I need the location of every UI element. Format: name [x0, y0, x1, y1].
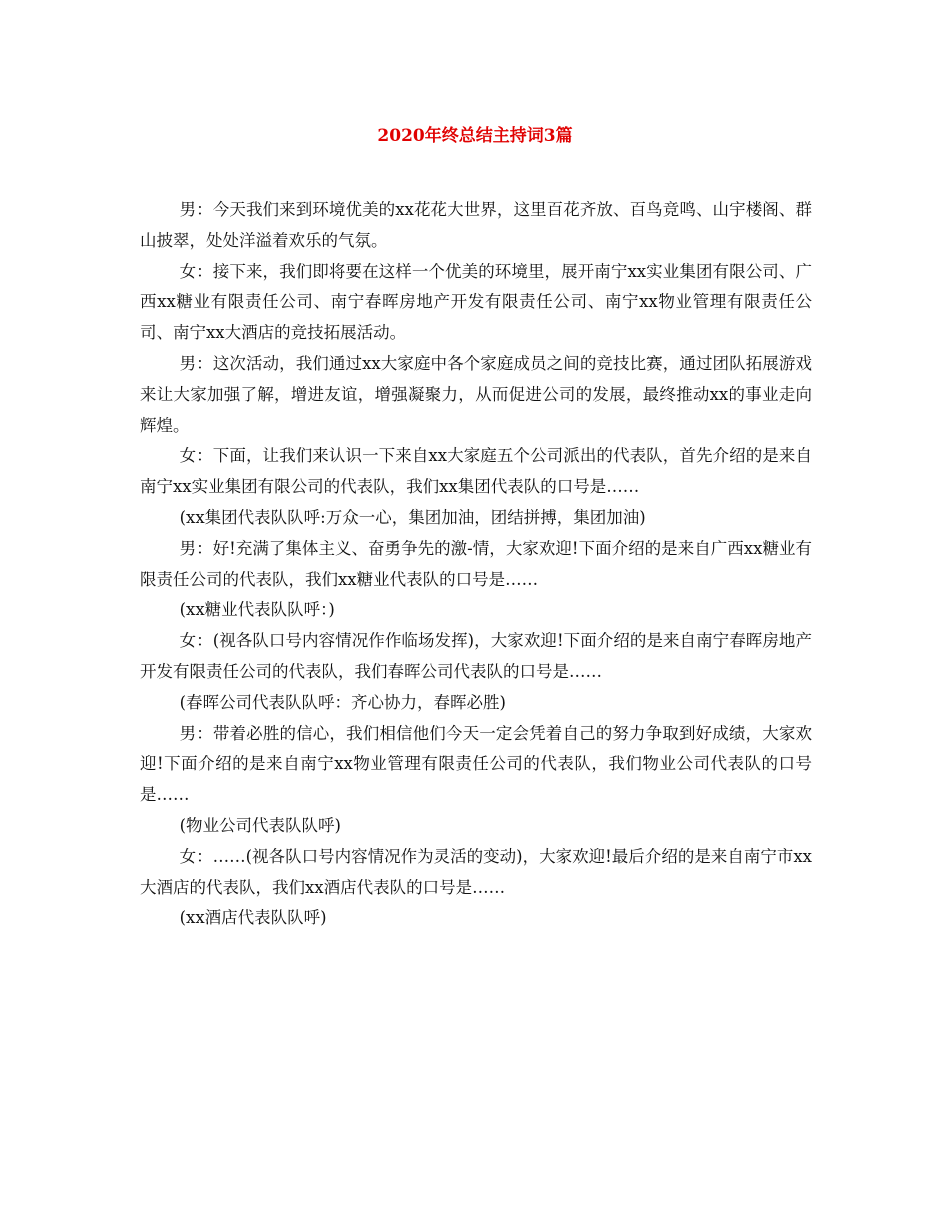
paragraph: (春晖公司代表队队呼：齐心协力，春晖必胜) [179, 692, 506, 712]
document-title: 2020年终总结主持词3篇 [377, 126, 573, 146]
paragraph: 女：接下来，我们即将要在这样一个优美的环境里，展开南宁xx实业集团有限公司、广西xx糖业有限责任公司、南宁春晖房地产开发有限责任公司、南宁xx物业管理有限责任公司、南宁xx大酒店的竞技拓展活动。 [140, 261, 812, 343]
paragraph: 女：下面，让我们来认识一下来自xx大家庭五个公司派出的代表队，首先介绍的是来自南宁xx实业集团有限公司的代表队，我们xx集团代表队的口号是…… [140, 446, 812, 497]
document-body [140, 195, 812, 934]
paragraph: 女：……(视各队口号内容情况作为灵活的变动)，大家欢迎!最后介绍的是来自南宁市xx大酒店的代表队，我们xx酒店代表队的口号是…… [140, 846, 812, 897]
paragraph: (物业公司代表队队呼) [179, 815, 341, 835]
paragraph: (xx酒店代表队队呼) [179, 908, 327, 928]
paragraph: 男：带着必胜的信心，我们相信他们今天一定会凭着自己的努力争取到好成绩，大家欢迎!下面介绍的是来自南宁xx物业管理有限责任公司的代表队，我们物业公司代表队的口号是…… [140, 723, 812, 805]
paragraph: (xx糖业代表队队呼：) [179, 600, 335, 620]
paragraph: (xx集团代表队队呼:万众一心，集团加油，团结拼搏，集团加油) [179, 507, 646, 527]
paragraph: 男：这次活动，我们通过xx大家庭中各个家庭成员之间的竞技比赛，通过团队拓展游戏来让大家加强了解，增进友谊，增强凝聚力，从而促进公司的发展，最终推动xx的事业走向辉煌。 [140, 353, 812, 435]
paragraph: 男：今天我们来到环境优美的xx花花大世界，这里百花齐放、百鸟竞鸣、山宇楼阁、群山披翠，处处洋溢着欢乐的气氛。 [140, 200, 812, 250]
paragraph: 女：(视各队口号内容情况作作临场发挥)，大家欢迎!下面介绍的是来自南宁春晖房地产开发有限责任公司的代表队，我们春晖公司代表队的口号是…… [140, 631, 812, 681]
paragraph: 男：好!充满了集体主义、奋勇争先的激-情，大家欢迎!下面介绍的是来自广西xx糖业有限责任公司的代表队，我们xx糖业代表队的口号是…… [140, 538, 812, 589]
